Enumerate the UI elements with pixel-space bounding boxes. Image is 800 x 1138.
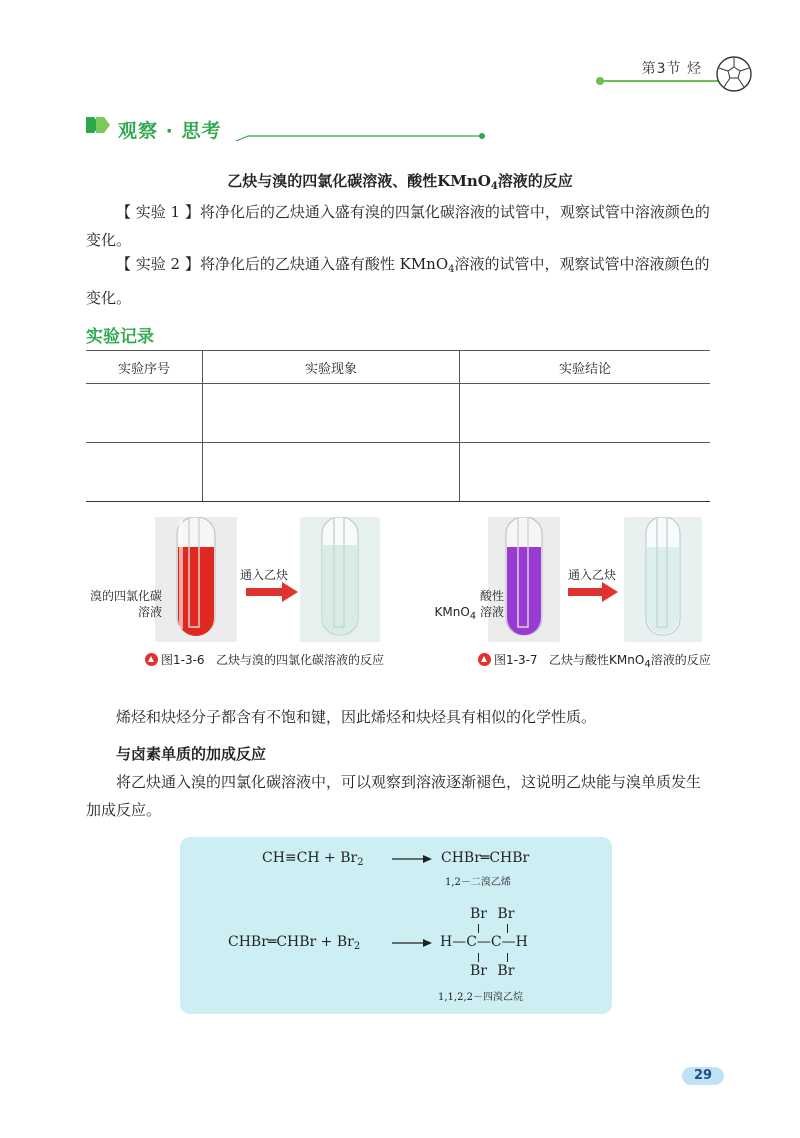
reaction-arrow-icon	[392, 853, 432, 865]
table-cell	[460, 443, 711, 502]
page-number: 29	[693, 1068, 713, 1083]
equation-1-reactants: $CH\equiv CH + Br_2$	[262, 850, 364, 868]
equation-1-product: CHBr═CHBr	[441, 850, 530, 866]
record-table	[86, 350, 710, 502]
table-cell	[203, 443, 460, 502]
decolorized-tube-photo	[300, 517, 380, 642]
caption-marker-icon	[145, 653, 158, 666]
table-header-row	[86, 351, 710, 384]
bond-line	[478, 924, 479, 933]
arrow-icon	[568, 582, 618, 602]
caption-marker-icon	[478, 653, 491, 666]
table-cell	[86, 384, 203, 443]
figure-1-label: 溴的四氯化碳 溶液	[89, 589, 162, 619]
banner-title: 观察 · 思考	[118, 120, 222, 142]
experiment-1-text: 【 实验 1 】将净化后的乙炔通入盛有溴的四氯化碳溶液的试管中，观察试管中溶液颜色的变化。	[86, 203, 710, 249]
structure-bottom-substituents: Br Br	[470, 963, 515, 979]
section-header: 第3节 烃	[641, 61, 702, 77]
product-name: 1,1,2,2－四溴乙烷	[438, 992, 523, 1003]
fullerene-ball-icon	[715, 55, 753, 93]
col-header: 实验现象	[203, 351, 460, 384]
col-header: 实验序号	[86, 351, 203, 384]
table-row	[86, 384, 710, 443]
equation-2-reactants: CHBr═CHBr + $Br_2$	[228, 934, 361, 952]
record-heading: 实验记录	[86, 327, 154, 347]
subsection-heading: 与卤素单质的加成反应	[116, 745, 267, 763]
figure-1-caption: 图1-3-6 乙炔与溴的四氯化碳溶液的反应	[145, 651, 384, 668]
table-cell	[203, 384, 460, 443]
body-paragraph: 将乙炔通入溴的四氯化碳溶液中，可以观察到溶液逐渐褪色，这说明乙炔能与溴单质发生加成反应。	[86, 773, 702, 819]
arrow-label: 通入乙炔	[240, 568, 289, 582]
structure-main-chain: H—C—C—H	[440, 934, 528, 950]
arrow-icon	[246, 582, 298, 602]
arrow-label: 通入乙炔	[568, 568, 617, 582]
product-name: 1,2－二溴乙烯	[445, 877, 511, 888]
table-cell	[460, 384, 711, 443]
header-rule	[600, 80, 718, 82]
decolorized-tube-photo	[624, 517, 702, 642]
experiment-title: 乙炔与溴的四氯化碳溶液、酸性KMnO$_4$溶液的反应	[227, 172, 573, 192]
bond-line	[478, 953, 479, 962]
col-header: 实验结论	[460, 351, 711, 384]
figure-2-label: 酸性 KMnO$_4$ 溶液	[434, 589, 504, 622]
body-paragraph: 烯烃和炔烃分子都含有不饱和键，因此烯烃和炔烃具有相似的化学性质。	[116, 708, 597, 726]
experiment-2-text: 【 实验 2 】将净化后的乙炔通入盛有酸性 KMnO$_4$溶液的试管中，观察试管中溶液颜色的变化。	[86, 255, 710, 307]
bond-line	[507, 953, 508, 962]
structure-top-substituents: Br Br	[470, 906, 515, 922]
bromine-solution-tube-photo	[155, 517, 237, 642]
reaction-arrow-icon	[392, 937, 432, 949]
table-cell	[86, 443, 203, 502]
bond-line	[507, 924, 508, 933]
table-row	[86, 443, 710, 502]
figure-2-caption: 图1-3-7 乙炔与酸性KMnO$_4$溶液的反应	[478, 651, 711, 670]
